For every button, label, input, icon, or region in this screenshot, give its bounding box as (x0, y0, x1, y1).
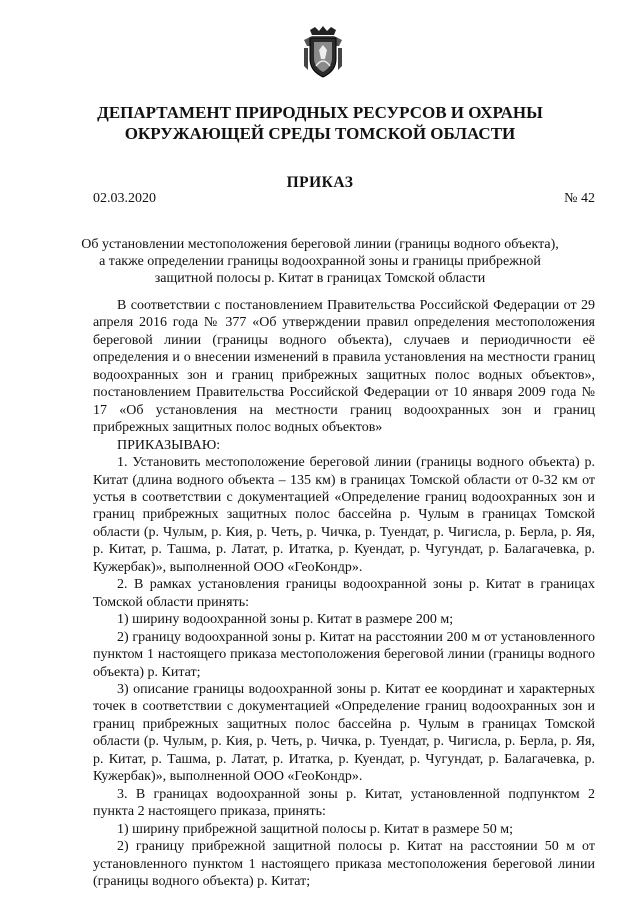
document-body (93, 297, 595, 890)
clause-3: 3. В границах водоохранной зоны р. Китат, установленной подпунктом 2 пункта 2 настоящего приказа, принять: (93, 786, 595, 820)
document-subject (60, 236, 580, 287)
department-line-1: ДЕПАРТАМЕНТ ПРИРОДНЫХ РЕСУРСОВ И ОХРАНЫ (97, 103, 543, 122)
clause-2-item-3: 3) описание границы водоохранной зоны р. Китат ее координат и характерных точек в соответствии с документацией «Определение границ водоохранных зон и границ прибрежных защитных полос бассейна р. Чулым в границах Томской области (р. Чулым, р. Кия, р. Четь, р. Чичка, р. Туендат, р. Чигисла, р. Берла, р. Яя, р. Китат, р. Ташма, р. Латат, р. Итатка, р. Куендат, р. Чугундат, р. Балагачевка, р. Кужербак)», выполненной ООО «ГеоКондр». (93, 681, 595, 785)
clause-3-item-2: 2) границу прибрежной защитной полосы р. Китат на расстоянии 50 м от установленного пунктом 1 настоящего приказа местоположения береговой линии (границы водного объекта) р. Китат; (93, 839, 595, 889)
clause-3-item-1: 1) ширину прибрежной защитной полосы р. Китат в размере 50 м; (117, 821, 514, 837)
department-line-2: ОКРУЖАЮЩЕЙ СРЕДЫ ТОМСКОЙ ОБЛАСТИ (124, 124, 516, 143)
coat-of-arms-icon (302, 26, 344, 80)
document-date: 02.03.2020 (93, 191, 156, 206)
document-type: ПРИКАЗ (286, 174, 354, 191)
clause-2-item-2: 2) границу водоохранной зоны р. Китат на расстоянии 200 м от установленного пунктом 1 настоящего приказа местоположения береговой линии (границы водного объекта) р. Китат; (93, 629, 595, 680)
clause-2-item-1: 1) ширину водоохранной зоны р. Китат в размере 200 м; (117, 612, 454, 628)
clause-1: 1. Установить местоположение береговой линии (границы водного объекта) р. Китат (длина водного объекта – 135 км) в границах Томской области от 0-32 км от устья в соответствии с документацией «Определение границ водоохранных зон и границ прибрежных защитных полос бассейна р. Чулым в границах Томской области (р. Чулым, р. Кия, р. Четь, р. Чичка, р. Туендат, р. Чигисла, р. Берла, р. Яя, р. Китат, р. Ташма, р. Латат, р. Итатка, р. Куендат, р. Чугундат, р. Балагачевка, р. Кужербак)», выполненной ООО «ГеоКондр». (93, 455, 595, 575)
department-name (0, 102, 640, 144)
order-verb: ПРИКАЗЫВАЮ: (117, 437, 221, 453)
document-number: № 42 (564, 191, 595, 206)
subject-line-3: защитной полосы р. Китат в границах Томской области (154, 271, 486, 286)
subject-line-1: Об установлении местоположения береговой линии (границы водного объекта), (81, 237, 559, 252)
clause-2: 2. В рамках установления границы водоохранной зоны р. Китат в границах Томской области принять: (93, 577, 595, 610)
preamble-paragraph: В соответствии с постановлением Правительства Российской Федерации от 29 апреля 2016 года № 377 «Об утверждении правил определения местоположения береговой линии (границы водного объекта), случаев и периодичности её определения и о внесении изменений в правила установления на местности границ водоохранных зон и границ прибрежных защитных полос водных объектов», постановлением Правительства Российской Федерации от 10 января 2009 года № 17 «Об установления на местности границ водоохранных зон и границ прибрежных защитных полос водных объектов» (93, 298, 595, 436)
subject-line-2: а также определении границы водоохранной зоны и границы прибрежной (99, 254, 541, 269)
